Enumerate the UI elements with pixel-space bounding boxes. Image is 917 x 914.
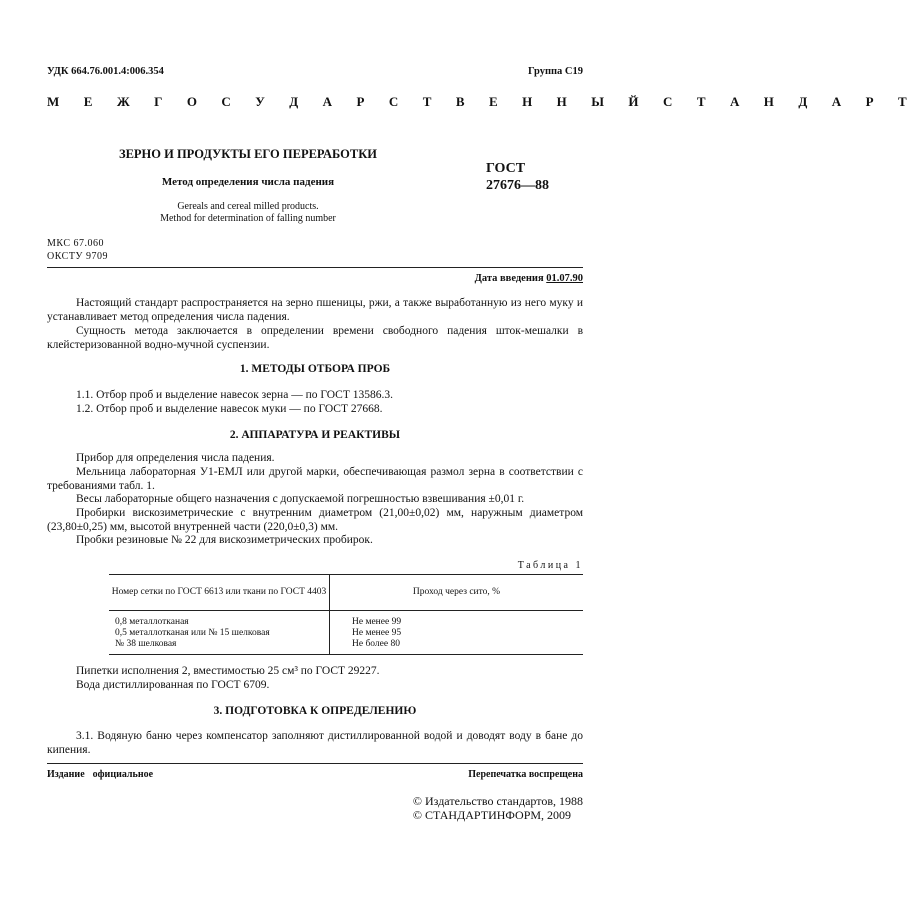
sieve-table <box>109 574 583 655</box>
sieve-type: № 38 шелковая <box>115 639 177 649</box>
section-2-paragraph: Весы лабораторные общего назначения с допускаемой погрешностью взвешивания ±0,01 г. <box>76 493 525 505</box>
section-2-paragraph: Прибор для определения числа падения. <box>76 452 275 464</box>
sieve-type: 0,8 металлотканая <box>115 617 189 627</box>
header-divider <box>47 267 583 268</box>
intro-paragraph-2: Сущность метода заключается в определении времени свободного падения шток-мешалки в клейстеризованной водно-мучной суспензии. <box>47 325 583 351</box>
english-title-line1: Gereals and cereal milled products. <box>177 201 319 212</box>
intro-paragraph-1: Настоящий стандарт распространяется на зерно пшеницы, ржи, а также выработанную из него муку и устанавливает метод определения числа падения. <box>47 297 583 323</box>
standard-type-heading: М Е Ж Г О С У Д А Р С Т В Е Н Н Ы Й С Т А Н Д А Р Т <box>47 94 917 109</box>
copyright-block <box>413 794 583 822</box>
oksty-code: ОКСТУ 9709 <box>47 250 109 262</box>
gost-designation <box>486 160 549 194</box>
document-title: ЗЕРНО И ПРОДУКТЫ ЕГО ПЕРЕРАБОТКИ <box>118 147 378 161</box>
copyright-line: © Издательство стандартов, 1988 <box>412 794 583 808</box>
effective-date <box>475 273 583 284</box>
section-2-after-table: Вода дистиллированная по ГОСТ 6709. <box>76 679 270 691</box>
section-1-item-2: 1.2. Отбор проб и выделение навесок муки — по ГОСТ 27668. <box>76 403 383 415</box>
section-2-paragraph: Пробирки вискозиметрические с внутренним диаметром (21,00±0,02) мм, наружным диаметром (23,80±0,25) мм, высотой внутренней части (220,0±0,3) мм. <box>47 507 583 533</box>
section-3-paragraph: 3.1. Водяную баню через компенсатор заполняют дистиллированной водой и доводят воду в бане до кипения. <box>47 730 583 756</box>
document-subtitle: Метод определения числа падения <box>161 176 335 188</box>
table-cell <box>330 611 584 655</box>
copyright-line: © СТАНДАРТИНФОРМ, 2009 <box>412 808 572 822</box>
section-2-paragraph: Мельница лабораторная У1-ЕМЛ или другой марки, обеспечивающая размол зерна в соответствии с требованиями табл. 1. <box>47 466 583 492</box>
effective-date-label: Дата введения <box>474 273 544 284</box>
edition-value: официальное <box>92 769 154 780</box>
section-2-paragraph: Пробки резиновые № 22 для вискозиметрических пробирок. <box>76 534 373 546</box>
table-header-cell: Номер сетки по ГОСТ 6613 или ткани по ГОСТ 4403 <box>109 575 330 611</box>
table-header-row <box>109 575 583 611</box>
table-cell <box>109 611 330 655</box>
table-row <box>109 611 583 655</box>
footer-divider <box>47 763 583 764</box>
classification-codes <box>47 238 108 263</box>
pass-value: Не менее 95 <box>352 628 402 638</box>
section-3-heading: 3. ПОДГОТОВКА К ОПРЕДЕЛЕНИЮ <box>213 705 417 717</box>
section-1-item-1: 1.1. Отбор проб и выделение навесок зерна — по ГОСТ 13586.3. <box>76 389 393 401</box>
edition-label: Издание <box>47 769 85 780</box>
effective-date-value: 01.07.90 <box>546 273 583 284</box>
table-caption: Таблица 1 <box>517 560 583 571</box>
section-2-heading: 2. АППАРАТУРА И РЕАКТИВЫ <box>229 429 401 441</box>
mks-code: МКС 67.060 <box>47 238 104 249</box>
pass-value: Не более 80 <box>352 639 400 649</box>
pass-value: Не менее 99 <box>352 617 402 627</box>
table-header-cell: Проход через сито, % <box>330 575 584 611</box>
group-code: Группа С19 <box>527 66 583 77</box>
udk-code: УДК 664.76.001.4:006.354 <box>47 66 164 77</box>
gost-number: 27676—88 <box>486 178 549 193</box>
edition-note <box>47 769 153 780</box>
reprint-note: Перепечатка воспрещена <box>468 769 583 780</box>
english-title-line2: Method for determination of falling number <box>160 213 336 224</box>
sieve-type: 0,5 металлотканая или № 15 шелковая <box>115 628 270 638</box>
gost-label: ГОСТ <box>486 161 526 176</box>
section-2-after-table: Пипетки исполнения 2, вместимостью 25 см³ по ГОСТ 29227. <box>76 665 380 677</box>
section-1-heading: 1. МЕТОДЫ ОТБОРА ПРОБ <box>239 363 391 375</box>
